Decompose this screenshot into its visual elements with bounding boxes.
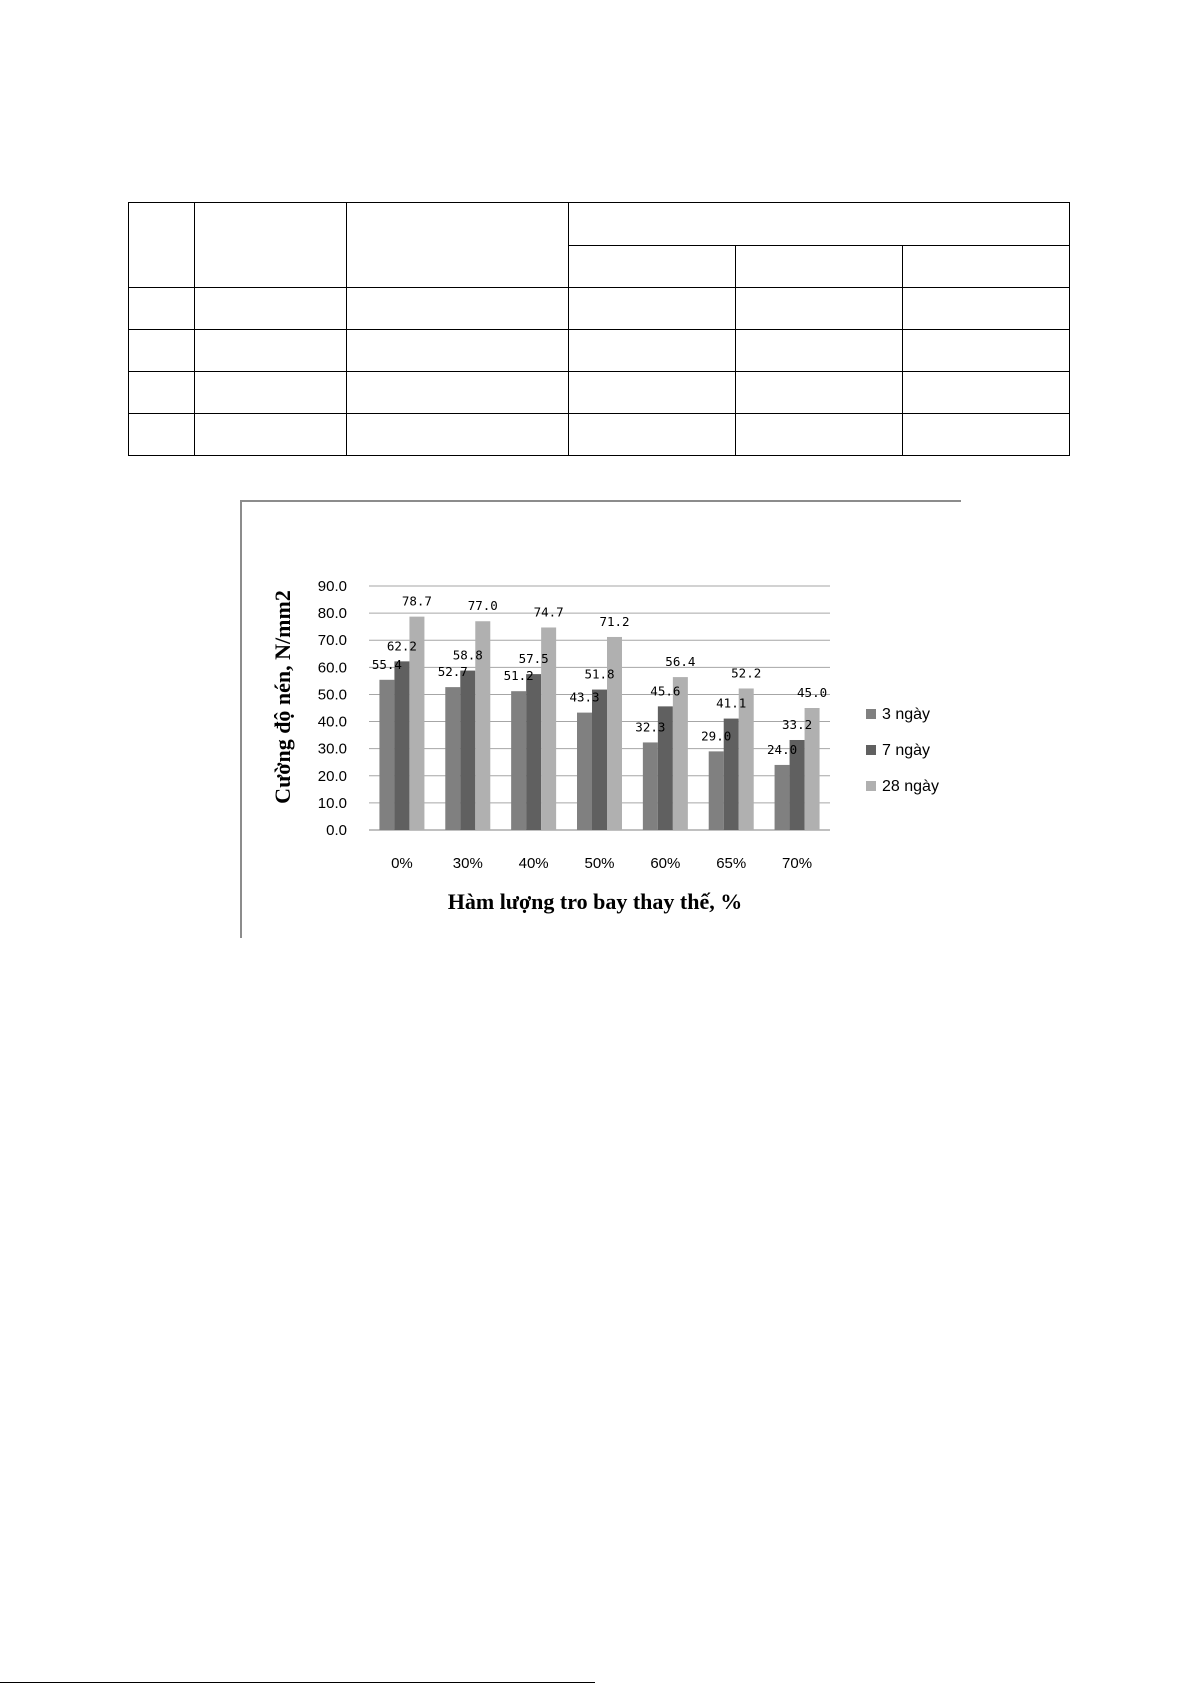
y-tick-label: 90.0	[317, 578, 347, 595]
data-label: 51.8	[584, 666, 615, 682]
y-tick-label: 40.0	[317, 713, 347, 731]
data-label: 33.2	[782, 716, 813, 732]
data-label: 52.2	[731, 665, 762, 681]
data-label: 62.2	[386, 638, 417, 654]
data-label: 45.6	[650, 683, 681, 699]
bar	[460, 671, 475, 830]
legend-swatch	[866, 781, 876, 791]
legend-swatch	[866, 745, 876, 755]
bar	[379, 680, 394, 830]
x-axis-title: Hàm lượng tro bay thay thế, %	[447, 889, 743, 914]
data-label: 56.4	[665, 654, 696, 670]
data-label: 74.7	[533, 604, 564, 620]
y-tick-label: 30.0	[317, 740, 347, 758]
footnote-rule	[0, 1682, 595, 1683]
bar	[394, 661, 409, 830]
x-tick-label: 65%	[716, 855, 747, 872]
bar	[643, 742, 658, 830]
legend-label: 3 ngày	[882, 706, 931, 723]
data-label: 43.3	[569, 689, 600, 705]
x-tick-label: 30%	[452, 855, 483, 872]
bars	[379, 617, 819, 830]
y-tick-label: 60.0	[317, 659, 347, 677]
data-label: 57.5	[518, 651, 549, 667]
bar	[775, 765, 790, 830]
data-label: 55.4	[371, 656, 402, 672]
data-label: 24.0	[767, 741, 798, 757]
x-tick-label: 40%	[518, 855, 549, 872]
y-tick-label: 0.0	[326, 822, 347, 839]
data-label: 58.8	[452, 647, 483, 663]
y-tick-label: 50.0	[317, 686, 347, 704]
data-label: 52.7	[437, 664, 468, 680]
legend	[866, 706, 939, 795]
bar	[673, 677, 688, 830]
data-label: 78.7	[401, 593, 432, 609]
legend-label: 28 ngày	[882, 778, 939, 795]
legend-swatch	[866, 709, 876, 719]
x-tick-label: 0%	[391, 855, 413, 872]
data-label: 41.1	[716, 695, 747, 711]
bar	[577, 713, 592, 830]
bar	[445, 687, 460, 830]
y-tick-label: 10.0	[317, 794, 347, 812]
bar	[511, 691, 526, 830]
data-label: 77.0	[467, 598, 498, 614]
x-tick-label: 60%	[650, 855, 681, 872]
y-tick-label: 70.0	[317, 632, 347, 650]
x-tick-label: 50%	[584, 855, 615, 872]
data-label: 51.2	[503, 668, 534, 684]
x-tick-label: 70%	[782, 855, 813, 872]
data-label: 71.2	[599, 613, 630, 629]
y-tick-label: 80.0	[317, 605, 347, 623]
legend-label: 7 ngày	[882, 742, 931, 759]
data-label: 32.3	[635, 719, 666, 735]
data-label: 29.0	[701, 728, 732, 744]
y-tick-label: 20.0	[317, 767, 347, 785]
bar	[709, 751, 724, 830]
y-axis-title: Cường độ nén, N/mm2	[270, 590, 295, 804]
data-label: 45.0	[797, 685, 828, 700]
bar	[526, 674, 541, 830]
bar	[592, 690, 607, 830]
